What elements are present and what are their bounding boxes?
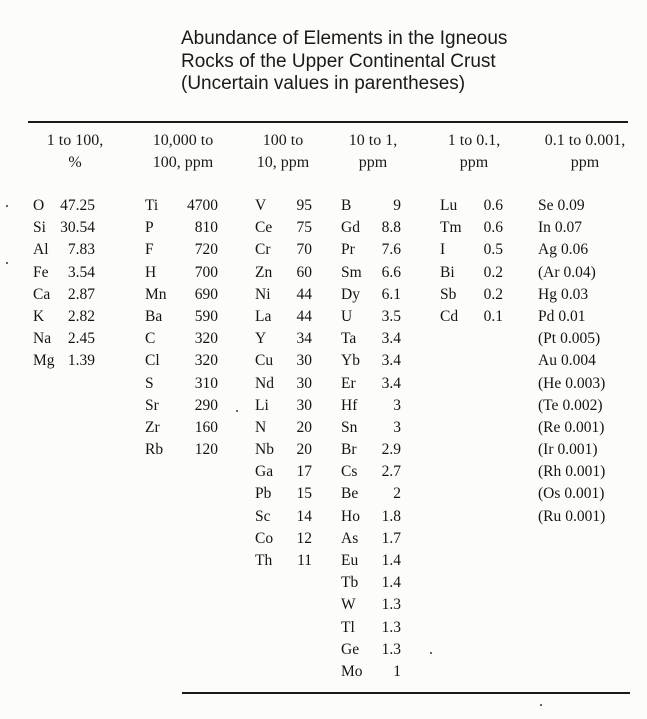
element-row [341, 483, 401, 505]
column-header-1 [28, 130, 122, 174]
element-symbol: Th [255, 552, 273, 569]
abundance-value: 0.005) [560, 330, 601, 348]
abundance-value: 690 [194, 285, 218, 303]
column-header-2-line-2: 100, ppm [152, 154, 214, 171]
scan-speck [430, 652, 432, 654]
column-header-1-line-2: % [68, 154, 82, 171]
column-header-5-line-1: 1 to 0.1, [447, 132, 501, 149]
element-row [538, 217, 633, 239]
abundance-value: 3.4 [381, 352, 401, 370]
element-symbol: Mo [341, 662, 363, 680]
element-row [341, 328, 401, 350]
column-header-3-line-1: 100 to [262, 132, 304, 149]
element-symbol: K [33, 307, 45, 325]
element-symbol: Y [255, 330, 267, 348]
element-symbol: Tm [440, 219, 462, 237]
element-row [255, 195, 312, 217]
element-row [145, 373, 218, 395]
element-symbol: Sb [440, 285, 457, 303]
element-symbol: Dy [341, 285, 360, 303]
column-header-4 [330, 130, 416, 174]
element-row [440, 262, 503, 284]
element-row [255, 328, 312, 350]
abundance-value: 30 [296, 352, 312, 370]
abundance-value: 3.54 [67, 263, 95, 281]
element-symbol: Sc [255, 507, 271, 525]
abundance-value: 0.06 [560, 241, 589, 259]
abundance-value: 1.39 [67, 352, 95, 370]
element-symbol: As [341, 529, 359, 547]
element-symbol: (Re [538, 418, 561, 436]
element-symbol: P [145, 219, 154, 237]
element-row [255, 528, 312, 550]
element-symbol: Co [255, 529, 274, 547]
element-row [33, 262, 95, 284]
abundance-value: 3.4 [381, 330, 401, 348]
element-symbol: (Ar [538, 263, 560, 281]
element-row [440, 195, 503, 217]
column-header-5 [428, 130, 520, 174]
element-symbol: Tb [341, 574, 359, 592]
abundance-value: 30.54 [60, 219, 95, 237]
abundance-value: 95 [296, 197, 312, 214]
element-row [341, 306, 401, 328]
element-symbol: Zr [145, 418, 160, 436]
element-symbol: V [255, 197, 267, 214]
title-line-1: Abundance of Elements in the Igneous [181, 28, 508, 49]
abundance-value: 700 [194, 263, 218, 281]
element-symbol: (Os [538, 485, 561, 503]
element-row [538, 395, 633, 417]
abundance-value: 30 [296, 374, 312, 392]
element-symbol: Nd [255, 374, 274, 392]
column-header-3-line-2: 10, ppm [256, 154, 310, 171]
element-row [341, 350, 401, 372]
abundance-value: 15 [296, 485, 312, 503]
element-row [538, 373, 633, 395]
element-row [255, 306, 312, 328]
abundance-value: 320 [194, 352, 218, 370]
element-symbol: Cd [440, 307, 459, 325]
element-symbol: Ca [33, 285, 51, 303]
column-2-ppm [145, 195, 218, 461]
element-symbol: Bi [440, 263, 455, 281]
abundance-value: 4700 [187, 197, 218, 214]
element-row [33, 328, 95, 350]
abundance-value: 0.5 [483, 241, 503, 259]
column-4-ppm [341, 195, 401, 683]
element-symbol: (Ru [538, 507, 562, 525]
abundance-value: 0.003) [565, 374, 606, 392]
element-row [33, 239, 95, 261]
element-symbol: Er [341, 374, 356, 392]
abundance-value: 0.09 [557, 197, 585, 214]
element-symbol: B [341, 197, 352, 214]
element-row [33, 195, 95, 217]
element-row [440, 306, 503, 328]
abundance-value: 2.7 [381, 463, 401, 481]
abundance-value: 14 [296, 507, 312, 525]
element-symbol: Mg [33, 352, 55, 370]
abundance-value: 120 [194, 441, 218, 459]
element-row [255, 550, 312, 572]
element-row [341, 461, 401, 483]
column-header-6 [530, 130, 640, 174]
element-row [538, 506, 633, 528]
element-symbol: Mn [145, 285, 167, 303]
element-symbol: Ba [145, 307, 163, 325]
abundance-value: 0.2 [483, 263, 503, 281]
element-symbol: Ag [538, 241, 557, 259]
abundance-value: 0.001) [564, 485, 605, 503]
element-symbol: Pr [341, 241, 355, 259]
element-row [440, 217, 503, 239]
abundance-value: 7.83 [67, 241, 95, 259]
title-line-2: Rocks of the Upper Continental Crust [181, 50, 496, 72]
abundance-value: 20 [296, 418, 312, 436]
scan-speck [540, 704, 542, 706]
column-header-1-line-1: 1 to 100, [46, 132, 104, 149]
column-header-5-line-2: ppm [459, 154, 489, 171]
abundance-value: 3.4 [381, 374, 401, 392]
element-row [145, 350, 218, 372]
element-symbol: Yb [341, 352, 360, 370]
abundance-value: 0.001) [564, 418, 605, 436]
element-symbol: Si [33, 219, 46, 237]
element-row [255, 373, 312, 395]
element-row [145, 395, 218, 417]
element-row [33, 350, 95, 372]
element-row [255, 483, 312, 505]
bottom-rule [182, 692, 630, 694]
element-row [440, 239, 503, 261]
element-symbol: F [145, 241, 154, 259]
element-row [538, 262, 633, 284]
element-symbol: Tl [341, 618, 355, 636]
abundance-value: 1.7 [381, 529, 401, 547]
element-row [341, 195, 401, 217]
abundance-value: 6.6 [381, 263, 401, 281]
top-rule [28, 121, 628, 123]
element-symbol: Al [33, 241, 49, 259]
abundance-value: 0.04) [563, 263, 596, 281]
element-row [145, 328, 218, 350]
abundance-value: 12 [296, 529, 312, 547]
element-row [255, 350, 312, 372]
element-row [145, 195, 218, 217]
abundance-value: 20 [296, 441, 312, 459]
element-row [341, 639, 401, 661]
element-row [341, 239, 401, 261]
element-symbol: Cl [145, 352, 160, 370]
abundance-value: 2 [393, 485, 401, 503]
abundance-value: 8.8 [381, 219, 401, 237]
element-row [538, 306, 633, 328]
abundance-value: 0.07 [554, 219, 583, 237]
abundance-value: 160 [194, 418, 218, 436]
element-row [538, 461, 633, 483]
column-header-4-line-1: 10 to 1, [348, 132, 398, 149]
element-row [145, 262, 218, 284]
element-row [538, 439, 633, 461]
element-symbol: Pb [255, 485, 272, 503]
abundance-value: 1.4 [381, 552, 401, 569]
abundance-value: 0.1 [483, 307, 503, 325]
element-row [145, 217, 218, 239]
abundance-value: 0.001) [557, 441, 598, 459]
column-header-4-line-2: ppm [358, 154, 388, 171]
element-row [33, 306, 95, 328]
abundance-value: 60 [296, 263, 312, 281]
element-symbol: Au [538, 352, 557, 370]
column-header-6-line-1: 0.1 to 0.001, [544, 132, 626, 149]
element-symbol: Na [33, 330, 52, 348]
element-row [341, 395, 401, 417]
abundance-value: 17 [296, 463, 312, 481]
element-symbol: Fe [33, 263, 49, 281]
abundance-value: 3 [393, 396, 401, 414]
element-row [341, 528, 401, 550]
element-symbol: Ho [341, 507, 360, 525]
abundance-value: 6.1 [381, 285, 401, 303]
column-3-ppm [255, 195, 312, 572]
abundance-value: 34 [296, 330, 312, 348]
element-symbol: Se [538, 197, 554, 214]
element-symbol: H [145, 263, 157, 281]
abundance-value: 0.004 [560, 352, 596, 370]
element-row [145, 417, 218, 439]
element-symbol: Eu [341, 552, 359, 569]
column-header-6-line-2: ppm [570, 154, 600, 171]
abundance-value: 75 [296, 219, 312, 237]
abundance-value: 11 [297, 552, 312, 569]
element-symbol: (Te [538, 396, 559, 414]
element-row [255, 395, 312, 417]
element-row [255, 217, 312, 239]
element-row [538, 483, 633, 505]
element-row [538, 350, 633, 372]
scan-speck [236, 410, 238, 412]
column-6-ppm [538, 195, 633, 528]
element-symbol: S [145, 374, 154, 392]
element-symbol: Ti [145, 197, 159, 214]
abundance-value: 290 [194, 396, 218, 414]
element-row [145, 284, 218, 306]
abundance-value: 0.6 [483, 197, 503, 214]
element-symbol: Li [255, 396, 269, 414]
element-symbol: Sm [341, 263, 362, 281]
element-symbol: Sr [145, 396, 159, 414]
element-symbol: Hg [538, 285, 557, 303]
element-row [255, 506, 312, 528]
abundance-value: 0.002) [562, 396, 603, 414]
abundance-value: 1.4 [381, 574, 401, 592]
abundance-value: 1.3 [381, 640, 401, 658]
element-symbol: Pd [538, 307, 555, 325]
element-symbol: Zn [255, 263, 273, 281]
element-row [341, 262, 401, 284]
element-row [341, 373, 401, 395]
abundance-value: 1.3 [381, 596, 401, 614]
abundance-value: 320 [194, 330, 218, 348]
abundance-value: 0.01 [558, 307, 586, 325]
element-row [341, 417, 401, 439]
abundance-value: 1.8 [381, 507, 401, 525]
element-symbol: Ta [341, 330, 357, 348]
element-row [255, 439, 312, 461]
abundance-value: 3 [393, 418, 401, 436]
element-row [255, 417, 312, 439]
element-symbol: I [440, 241, 446, 259]
abundance-value: 9 [393, 197, 401, 214]
element-symbol: Ni [255, 285, 271, 303]
abundance-value: 30 [296, 396, 312, 414]
element-symbol: Sn [341, 418, 358, 436]
element-row [255, 239, 312, 261]
abundance-value: 720 [194, 241, 218, 259]
element-symbol: Hf [341, 396, 358, 414]
abundance-value: 2.45 [67, 330, 95, 348]
element-row [341, 550, 401, 572]
element-row [341, 661, 401, 683]
element-row [538, 328, 633, 350]
element-row [255, 461, 312, 483]
abundance-value: 47.25 [60, 197, 95, 214]
element-row [145, 306, 218, 328]
element-symbol: (Pt [538, 330, 557, 348]
element-row [341, 572, 401, 594]
abundance-value: 310 [194, 374, 218, 392]
element-row [341, 217, 401, 239]
element-symbol: N [255, 418, 267, 436]
element-symbol: Cs [341, 463, 358, 481]
element-symbol: Gd [341, 219, 360, 237]
element-symbol: U [341, 307, 353, 325]
element-symbol: In [538, 219, 551, 237]
element-row [33, 284, 95, 306]
element-symbol: (He [538, 374, 562, 392]
element-row [341, 439, 401, 461]
element-row [145, 439, 218, 461]
column-header-3 [238, 130, 328, 174]
title-line-3: (Uncertain values in parentheses) [181, 73, 466, 94]
element-symbol: Cr [255, 241, 271, 259]
element-symbol: Lu [440, 197, 458, 214]
column-header-2 [136, 130, 230, 174]
abundance-value: 44 [296, 285, 312, 303]
element-symbol: Ge [341, 640, 360, 658]
element-row [538, 239, 633, 261]
abundance-value: 0.6 [483, 219, 503, 237]
element-row [255, 262, 312, 284]
element-row [440, 284, 503, 306]
element-symbol: Cu [255, 352, 274, 370]
element-symbol: Rb [145, 441, 164, 459]
abundance-value: 70 [296, 241, 312, 259]
element-symbol: La [255, 307, 272, 325]
element-symbol: (Ir [538, 441, 554, 459]
element-symbol: Nb [255, 441, 274, 459]
element-row [538, 284, 633, 306]
abundance-value: 590 [194, 307, 218, 325]
abundance-value: 0.001) [565, 507, 606, 525]
abundance-value: 7.6 [381, 241, 401, 259]
column-header-2-line-1: 10,000 to [152, 132, 214, 149]
element-row [341, 506, 401, 528]
element-symbol: Be [341, 485, 359, 503]
element-row [341, 594, 401, 616]
element-symbol: Ce [255, 219, 273, 237]
abundance-value: 2.82 [67, 307, 95, 325]
abundance-value: 2.87 [67, 285, 95, 303]
element-row [145, 239, 218, 261]
element-symbol: O [33, 197, 45, 214]
element-row [538, 195, 633, 217]
element-row [538, 417, 633, 439]
element-symbol: W [341, 596, 356, 614]
abundance-value: 1.3 [381, 618, 401, 636]
table-title [181, 28, 621, 96]
element-row [341, 617, 401, 639]
abundance-value: 810 [194, 219, 218, 237]
element-symbol: (Rh [538, 463, 562, 481]
scan-speck [6, 262, 8, 264]
element-symbol: C [145, 330, 156, 348]
element-row [33, 217, 95, 239]
abundance-value: 0.2 [483, 285, 503, 303]
abundance-value: 44 [296, 307, 312, 325]
element-row [255, 284, 312, 306]
abundance-value: 2.9 [381, 441, 401, 459]
element-row [341, 284, 401, 306]
scan-speck [6, 205, 8, 207]
abundance-value: 3.5 [381, 307, 401, 325]
element-symbol: Ga [255, 463, 274, 481]
abundance-value: 0.03 [560, 285, 589, 303]
abundance-value: 0.001) [565, 463, 606, 481]
column-1-percent [33, 195, 95, 373]
element-symbol: Br [341, 441, 357, 459]
column-5-ppm [440, 195, 503, 328]
abundance-value: 1 [393, 662, 401, 680]
